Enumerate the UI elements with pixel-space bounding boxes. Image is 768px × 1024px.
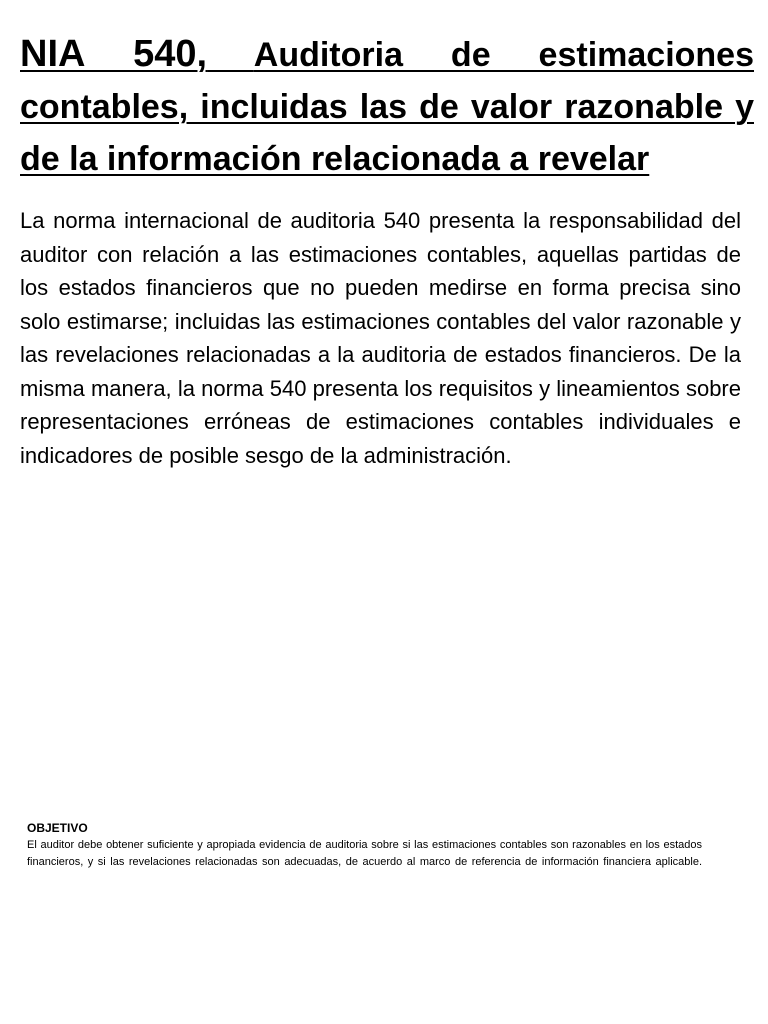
objective-section xyxy=(27,820,702,871)
document-title xyxy=(20,28,754,185)
objective-heading: OBJETIVO xyxy=(27,821,88,835)
intro-paragraph: La norma internacional de auditoria 540 presenta la responsabilidad del auditor con relación a las estimaciones contables, aquellas partidas de los estados financieros que no pueden medirse en forma precisa sino solo estimarse; incluidas las estimaciones contables del valor razonable y las revelaciones relacionadas a la auditoria de estados financieros. De la misma manera, la norma 540 presenta los requisitos y lineamientos sobre representaciones erróneas de estimaciones contables individuales e indicadores de posible sesgo de la administración. xyxy=(20,208,741,468)
objective-text: El auditor debe obtener suficiente y apropiada evidencia de auditoria sobre si las estimaciones contables son razonables en los estados financieros, y si las revelaciones relacionadas son adecuadas, de acuerdo al marco de referencia de información financiera aplicable. xyxy=(27,839,702,868)
title-prefix: NIA 540, xyxy=(20,33,208,75)
title-rest: Auditoria de estimaciones contables, incluidas las de valor razonable y de la información relacionada a revelar xyxy=(20,36,754,178)
